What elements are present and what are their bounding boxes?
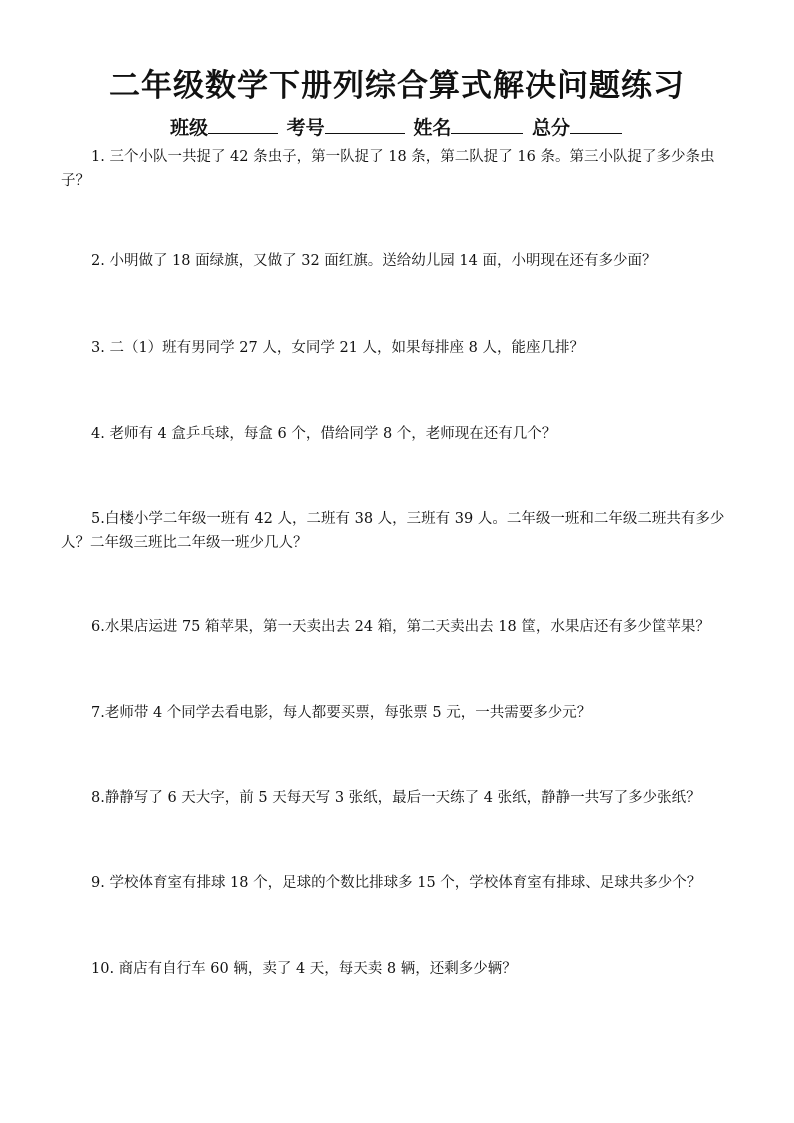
question-7: 7.老师带 4 个同学去看电影，每人都要买票，每张票 5 元，一共需要多少元？ bbox=[91, 705, 592, 721]
question-3: 3. 二（1）班有男同学 27 人，女同学 21 人，如果每排座 8 人，能座几排？ bbox=[91, 340, 584, 356]
exam-number-field[interactable] bbox=[287, 113, 407, 140]
question-5: 5.白楼小学二年级一班有 42 人，二班有 38 人，三班有 39 人。二年级一班和二年级二班共有多少人？二年级三班比二年级一班少几人？ bbox=[61, 511, 725, 551]
name-blank[interactable] bbox=[451, 115, 523, 134]
name-label: 姓名 bbox=[413, 117, 452, 139]
question-10: 10. 商店有自行车 60 辆，卖了 4 天，每天卖 8 辆，还剩多少辆？ bbox=[91, 961, 517, 977]
question-2: 2. 小明做了 18 面绿旗，又做了 32 面红旗。送给幼儿园 14 面，小明现在还有多少面？ bbox=[91, 253, 657, 269]
student-info-line bbox=[0, 113, 794, 140]
question-6: 6.水果店运进 75 箱苹果，第一天卖出去 24 箱，第二天卖出去 18 筐，水果店还有多少筐苹果？ bbox=[91, 619, 710, 635]
total-score-field[interactable] bbox=[532, 113, 624, 140]
total-score-blank[interactable] bbox=[570, 115, 622, 134]
class-field[interactable] bbox=[170, 113, 280, 140]
class-label: 班级 bbox=[170, 117, 209, 139]
total-score-label: 总分 bbox=[531, 117, 570, 139]
question-1: 1. 三个小队一共捉了 42 条虫子，第一队捉了 18 条，第二队捉了 16 条。第三小队捉了多少条虫子？ bbox=[61, 149, 715, 189]
page-title: 二年级数学下册列综合算式解决问题练习 bbox=[109, 68, 685, 104]
name-field[interactable] bbox=[413, 113, 525, 140]
question-8: 8.静静写了 6 天大字，前 5 天每天写 3 张纸，最后一天练了 4 张纸，静静一共写了多少张纸？ bbox=[91, 790, 701, 806]
exam-number-blank[interactable] bbox=[325, 115, 405, 134]
question-9: 9. 学校体育室有排球 18 个，足球的个数比排球多 15 个，学校体育室有排球、足球共多少个？ bbox=[91, 875, 702, 891]
question-4: 4. 老师有 4 盒乒乓球，每盒 6 个，借给同学 8 个，老师现在还有几个？ bbox=[91, 426, 557, 442]
class-blank[interactable] bbox=[208, 115, 278, 134]
exam-number-label: 考号 bbox=[286, 117, 325, 139]
